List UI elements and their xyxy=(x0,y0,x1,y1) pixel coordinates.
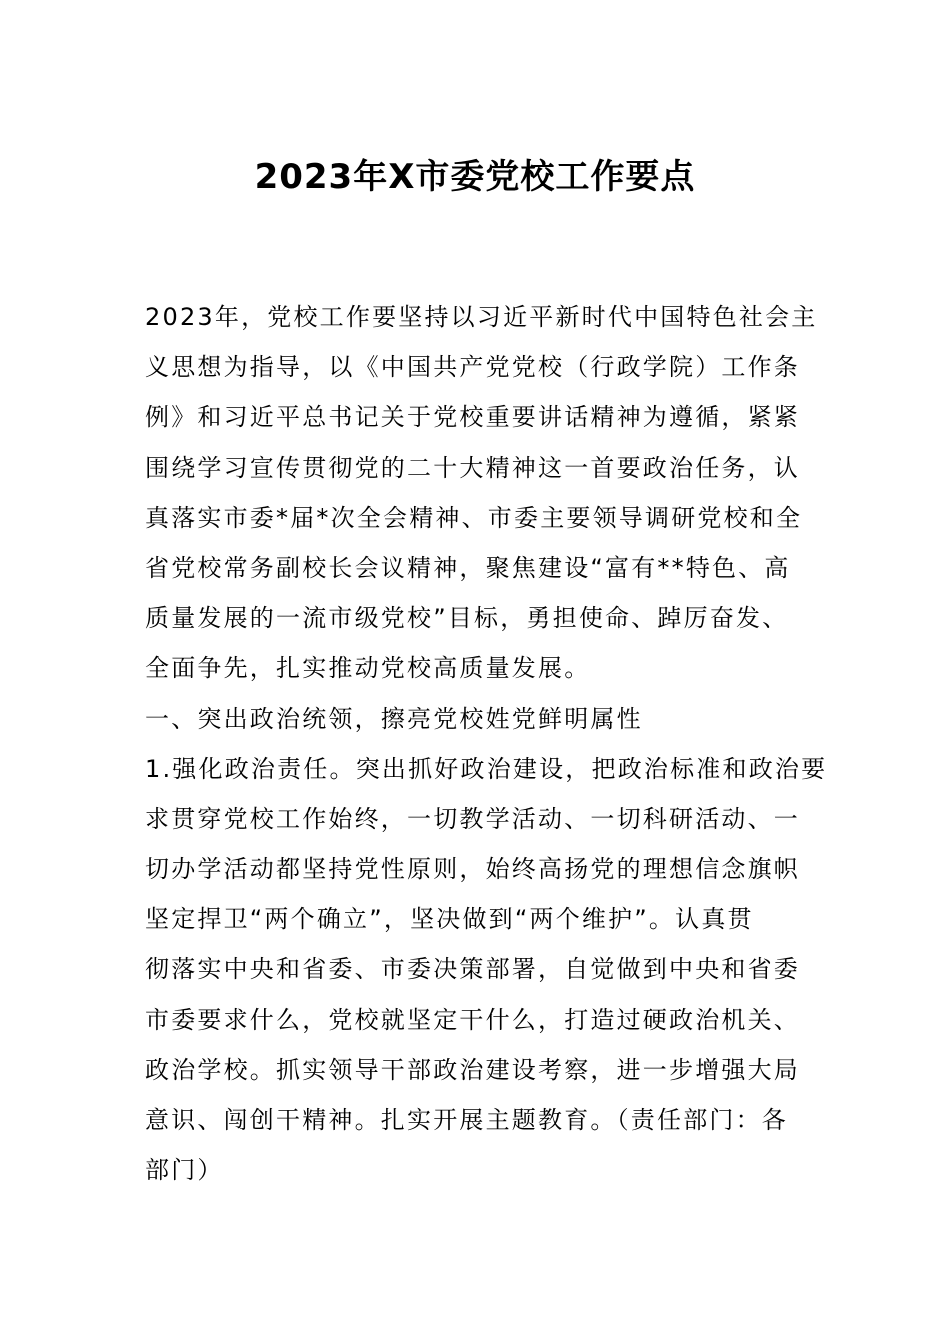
document-body xyxy=(145,292,828,1195)
text-line: 全面争先，扎实推动党校高质量发展。 xyxy=(145,654,591,683)
text-line: 义思想为指导，以《中国共产党党校（行政学院）工作条 xyxy=(145,353,800,382)
text-line: 围绕学习宣传贯彻党的二十大精神这一首要政治任务，认 xyxy=(145,453,800,482)
text-line: 意识、闯创干精神。扎实开展主题教育。（责任部门：各 xyxy=(145,1106,788,1134)
text-line: 例》和习近平总书记关于党校重要讲话精神为遵循，紧紧 xyxy=(145,403,800,432)
text-line: 切办学活动都坚持党性原则，始终高扬党的理想信念旗帜 xyxy=(145,855,800,884)
text-line: 坚定捍卫“两个确立”，坚决做到“两个维护”。认真贯 xyxy=(145,905,754,934)
text-line: 部门） xyxy=(145,1156,224,1185)
text-line: 市委要求什么，党校就坚定干什么，打造过硬政治机关、 xyxy=(145,1005,800,1034)
section-heading: 一、突出政治统领，擦亮党校姓党鲜明属性 xyxy=(145,704,643,733)
text-line: 省党校常务副校长会议精神，聚焦建设“富有**特色、高 xyxy=(145,553,791,582)
document-title: 2023年X市委党校工作要点 xyxy=(254,157,696,197)
text-line: 政治学校。抓实领导干部政治建设考察，进一步增强大局 xyxy=(145,1055,800,1084)
text-line: 彻落实中央和省委、市委决策部署，自觉做到中央和省委 xyxy=(145,955,800,984)
text-line: 质量发展的一流市级党校”目标，勇担使命、踔厉奋发、 xyxy=(145,604,789,633)
text-line: 求贯穿党校工作始终，一切教学活动、一切科研活动、一 xyxy=(145,804,800,833)
text-line: 1.强化政治责任。突出抓好政治建设，把政治标准和政治要 xyxy=(145,754,828,783)
text-line: 真落实市委*届*次全会精神、市委主要领导调研党校和全 xyxy=(145,503,803,532)
text-line: 2023年，党校工作要坚持以习近平新时代中国特色社会主 xyxy=(145,303,818,331)
